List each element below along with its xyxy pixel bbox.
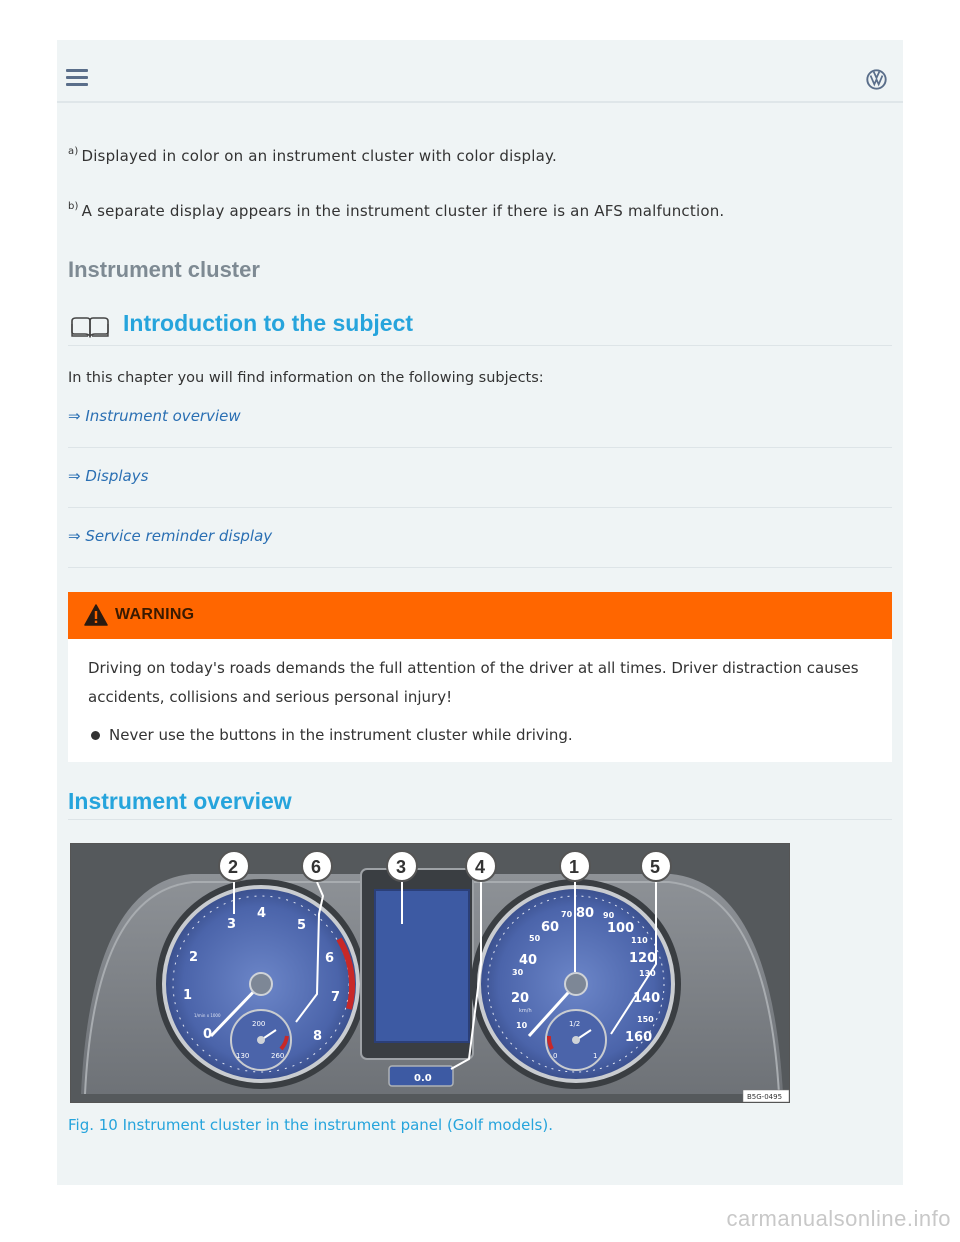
link-row	[68, 448, 892, 508]
footnote-b	[68, 202, 724, 220]
speedo-number: 130	[639, 969, 656, 978]
watermark: carmanualsonline.info	[726, 1206, 951, 1231]
bullet-dot	[91, 731, 100, 740]
speedo-number: 10	[516, 1021, 528, 1030]
warning-bullet	[88, 726, 573, 744]
overview-heading-row	[68, 786, 892, 820]
link-row	[68, 508, 892, 568]
image-code: B5G-0495	[747, 1093, 783, 1101]
top-bar	[57, 40, 903, 103]
callout-5	[641, 851, 671, 881]
intro-text: In this chapter you will find information on the following subjects:	[68, 370, 544, 386]
manual-page	[57, 40, 903, 1185]
speedo-number: 150	[637, 1015, 654, 1024]
tach-number: 1	[183, 988, 193, 1003]
figure-caption: Fig. 10 Instrument cluster in the instrument panel (Golf models).	[68, 1116, 553, 1134]
footnote-a	[68, 147, 557, 165]
fuel-label: 0	[553, 1052, 558, 1060]
callout-2	[219, 851, 249, 881]
speedo-number: 90	[603, 911, 615, 920]
warning-bullet-text: Never use the buttons in the instrument cluster while driving.	[109, 726, 573, 744]
tach-number: 2	[189, 950, 199, 965]
speedo-number: 50	[529, 934, 541, 943]
footnote-text: Displayed in color on an instrument cluster with color display.	[81, 147, 557, 165]
speedo-number: 70	[561, 910, 573, 919]
tach-number: 8	[313, 1029, 323, 1044]
link-instrument-overview[interactable]: ⇒ Instrument overview	[68, 407, 241, 425]
warning-title: WARNING	[115, 606, 195, 623]
callout-1	[560, 851, 590, 881]
book-icon	[70, 316, 110, 338]
speedo-number: 40	[519, 953, 538, 968]
warning-text: Driving on today's roads demands the full attention of the driver at all times. Driver distraction causes accidents, collisions and serious personal injury!	[88, 659, 859, 706]
intro-title: Introduction to the subject	[123, 310, 414, 336]
callout-number: 5	[650, 857, 661, 877]
speedo-number: 110	[631, 936, 648, 945]
footnote-marker: a)	[68, 146, 79, 157]
link-row	[68, 388, 892, 448]
speedo-unit: km/h	[519, 1008, 532, 1014]
vw-logo-icon[interactable]	[866, 69, 887, 90]
warning-icon	[84, 604, 108, 626]
coolant-number: 200	[252, 1020, 266, 1028]
link-displays[interactable]: ⇒ Displays	[68, 467, 149, 485]
speedo-number: 120	[629, 951, 657, 966]
section-title: Instrument cluster	[68, 257, 260, 282]
callout-number: 3	[396, 857, 407, 877]
callout-6	[302, 851, 332, 881]
tach-number: 0	[203, 1027, 213, 1042]
callout-number: 6	[311, 857, 322, 877]
footnote-text: A separate display appears in the instrument cluster if there is an AFS malfunction.	[81, 202, 725, 220]
tach-number: 4	[257, 906, 267, 921]
warning-box	[68, 592, 892, 762]
speedo-number: 100	[607, 921, 635, 936]
tach-number: 6	[325, 951, 335, 966]
callout-number: 1	[569, 857, 580, 877]
coolant-number: 130	[236, 1052, 250, 1060]
speedo-number: 60	[541, 920, 560, 935]
speedo-number: 20	[511, 991, 530, 1006]
speedo-number: 80	[576, 906, 595, 921]
overview-title: Instrument overview	[68, 788, 292, 814]
fuel-label: 1	[593, 1052, 598, 1060]
instrument-cluster-figure	[70, 843, 790, 1103]
warning-header	[68, 592, 892, 639]
callout-number: 2	[228, 857, 239, 877]
tach-number: 3	[227, 917, 237, 932]
speedo-number: 160	[625, 1030, 653, 1045]
center-display	[375, 890, 469, 1042]
instrument-cluster-illustration	[71, 844, 790, 1103]
link-service-reminder[interactable]: ⇒ Service reminder display	[68, 527, 273, 545]
tach-unit: 1/min x 1000	[194, 1013, 221, 1018]
callout-3	[387, 851, 417, 881]
trip-readout: 0.0	[414, 1073, 432, 1084]
hamburger-icon[interactable]	[66, 69, 88, 87]
fuel-label: 1/2	[569, 1020, 581, 1028]
speedo-number: 140	[633, 991, 661, 1006]
intro-heading-row	[68, 310, 892, 346]
coolant-number: 260	[271, 1052, 285, 1060]
tach-number: 7	[331, 990, 341, 1005]
callout-4	[466, 851, 496, 881]
callout-number: 4	[475, 857, 486, 877]
tach-number: 5	[297, 918, 307, 933]
speedo-number: 30	[512, 968, 524, 977]
footnote-marker: b)	[68, 201, 79, 212]
